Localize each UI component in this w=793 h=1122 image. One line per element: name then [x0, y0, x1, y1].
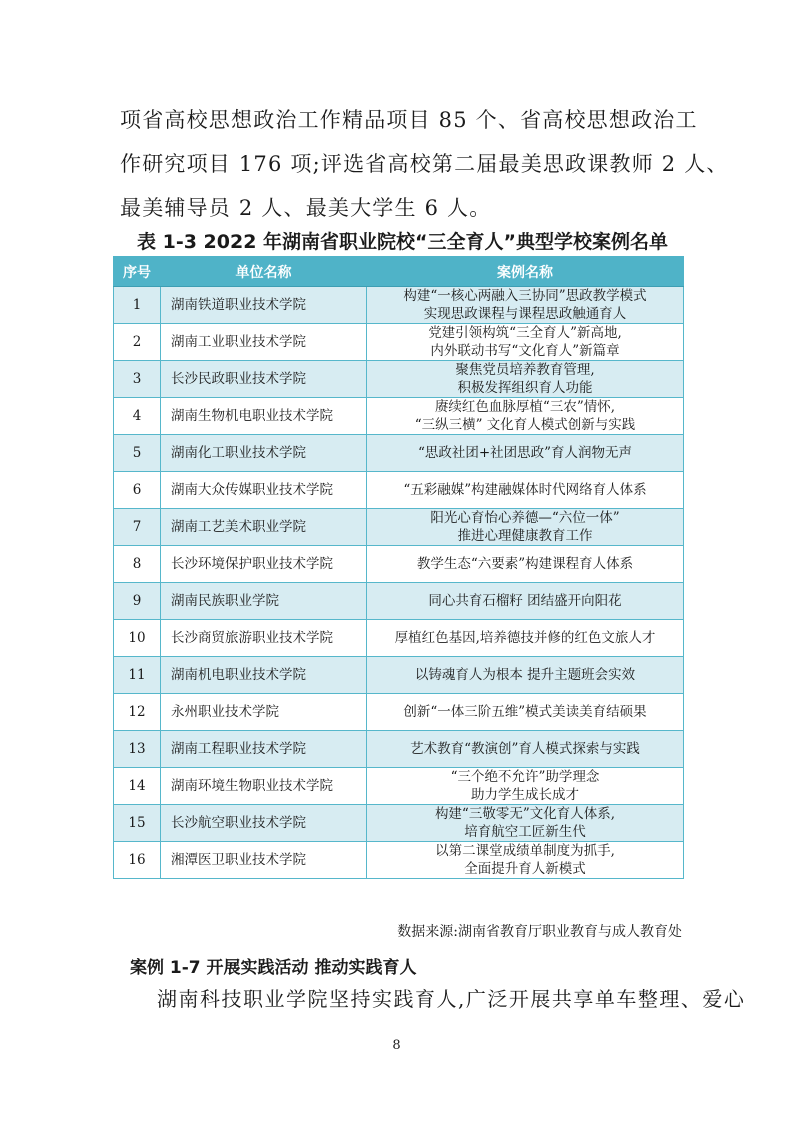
table-row — [114, 694, 684, 731]
row-unit-name: 长沙航空职业技术学院 — [161, 805, 367, 842]
row-unit-name: 长沙商贸旅游职业技术学院 — [161, 620, 367, 657]
row-case-name — [367, 694, 684, 731]
case-name-line: 培育航空工匠新生代 — [464, 824, 586, 840]
row-case-name — [367, 435, 684, 472]
row-unit-name: 湖南机电职业技术学院 — [161, 657, 367, 694]
table-row — [114, 324, 684, 361]
case-name-line: 艺术教育“教演创”育人模式探索与实践 — [410, 741, 640, 757]
table-title: 表 1-3 2022 年湖南省职业院校“三全育人”典型学校案例名单 — [136, 231, 669, 253]
row-case-name — [367, 583, 684, 620]
row-unit-name: 湖南化工职业技术学院 — [161, 435, 367, 472]
row-case-name — [367, 472, 684, 509]
table-row — [114, 361, 684, 398]
case-name-line: 积极发挥组织育人功能 — [457, 380, 593, 396]
row-number: 3 — [114, 361, 161, 398]
row-unit-name: 湖南大众传媒职业技术学院 — [161, 472, 367, 509]
row-number: 1 — [114, 287, 161, 324]
table-row — [114, 768, 684, 805]
case-paragraph: 湖南科技职业学院坚持实践育人,广泛开展共享单车整理、爱心 — [157, 987, 746, 1011]
data-source: 数据来源:湖南省教育厅职业教育与成人教育处 — [397, 924, 682, 940]
row-case-name — [367, 805, 684, 842]
row-unit-name: 湖南环境生物职业技术学院 — [161, 768, 367, 805]
case-name-line: “三个绝不允许”助学理念 — [450, 769, 600, 785]
row-number: 4 — [114, 398, 161, 435]
row-case-name — [367, 324, 684, 361]
case-name-line: 以第二课堂成绩单制度为抓手, — [435, 843, 615, 859]
row-number: 7 — [114, 509, 161, 546]
case-name-line: 构建“三敬零无”文化育人体系, — [434, 806, 616, 822]
row-unit-name: 长沙民政职业技术学院 — [161, 361, 367, 398]
row-case-name — [367, 509, 684, 546]
case-name-line: 内外联动书写“文化育人”新篇章 — [430, 343, 620, 359]
case-name-line: 构建“一核心两融入三协同”思政教学模式 — [403, 288, 647, 304]
row-number: 5 — [114, 435, 161, 472]
intro-line: 项省高校思想政治工作精品项目 85 个、省高校思想政治工 — [120, 108, 698, 132]
table-row — [114, 842, 684, 879]
row-case-name — [367, 620, 684, 657]
case-name-line: 赓续红色血脉厚植“三农”情怀, — [434, 399, 616, 415]
row-unit-name: 长沙环境保护职业技术学院 — [161, 546, 367, 583]
row-unit-name: 湖南工程职业技术学院 — [161, 731, 367, 768]
case-heading: 案例 1-7 开展实践活动 推动实践育人 — [130, 958, 417, 978]
row-number: 10 — [114, 620, 161, 657]
row-case-name — [367, 657, 684, 694]
table-row — [114, 620, 684, 657]
row-unit-name: 湖南生物机电职业技术学院 — [161, 398, 367, 435]
row-unit-name: 湖南工艺美术职业学院 — [161, 509, 367, 546]
table-row — [114, 805, 684, 842]
table-header-row — [114, 257, 684, 287]
row-unit-name: 湘潭医卫职业技术学院 — [161, 842, 367, 879]
row-case-name — [367, 731, 684, 768]
case-name-line: 以铸魂育人为根本 提升主题班会实效 — [414, 667, 636, 683]
row-number: 9 — [114, 583, 161, 620]
row-unit-name: 永州职业技术学院 — [161, 694, 367, 731]
table-row — [114, 287, 684, 324]
table-row — [114, 435, 684, 472]
case-table — [113, 256, 684, 879]
row-unit-name: 湖南铁道职业技术学院 — [161, 287, 367, 324]
header-case: 案例名称 — [367, 257, 684, 287]
row-unit-name: 湖南工业职业技术学院 — [161, 324, 367, 361]
case-name-line: “三纵三横” 文化育人模式创新与实践 — [414, 417, 636, 433]
case-name-line: 教学生态“六要素”构建课程育人体系 — [416, 556, 634, 572]
row-number: 15 — [114, 805, 161, 842]
intro-paragraph — [120, 98, 729, 230]
row-number: 6 — [114, 472, 161, 509]
case-name-line: 厚植红色基因,培养德技并修的红色文旅人才 — [394, 630, 656, 646]
row-case-name — [367, 398, 684, 435]
table-row — [114, 731, 684, 768]
row-number: 14 — [114, 768, 161, 805]
case-name-line: “五彩融媒”构建融媒体时代网络育人体系 — [403, 482, 647, 498]
case-name-line: 阳光心育怡心养德—“六位一体” — [430, 510, 620, 526]
header-unit: 单位名称 — [161, 257, 367, 287]
case-name-line: 党建引领构筑“三全育人”新高地, — [428, 325, 622, 341]
row-number: 13 — [114, 731, 161, 768]
case-name-line: 推进心理健康教育工作 — [457, 528, 593, 544]
case-name-line: 同心共育石榴籽 团结盛开向阳花 — [428, 593, 622, 609]
table-row — [114, 546, 684, 583]
table-row — [114, 657, 684, 694]
case-name-line: 实现思政课程与课程思政触通育人 — [423, 306, 627, 322]
row-case-name — [367, 546, 684, 583]
table-row — [114, 472, 684, 509]
case-name-line: 创新“一体三阶五维”模式美读美育结硕果 — [403, 704, 647, 720]
case-name-line: “思政社团+社团思政”育人润物无声 — [417, 445, 633, 461]
row-unit-name: 湖南民族职业学院 — [161, 583, 367, 620]
row-number: 16 — [114, 842, 161, 879]
table-body — [114, 287, 684, 879]
row-number: 11 — [114, 657, 161, 694]
intro-line: 最美辅导员 2 人、最美大学生 6 人。 — [120, 196, 492, 220]
row-case-name — [367, 287, 684, 324]
row-number: 12 — [114, 694, 161, 731]
case-name-line: 助力学生成长成才 — [471, 787, 579, 803]
table-row — [114, 398, 684, 435]
table-row — [114, 583, 684, 620]
header-num: 序号 — [114, 257, 161, 287]
intro-line: 作研究项目 176 项;评选省高校第二届最美思政课教师 2 人、 — [120, 152, 729, 176]
row-case-name — [367, 361, 684, 398]
row-case-name — [367, 768, 684, 805]
row-number: 8 — [114, 546, 161, 583]
case-name-line: 聚焦党员培养教育管理, — [455, 362, 595, 378]
row-number: 2 — [114, 324, 161, 361]
case-name-line: 全面提升育人新模式 — [464, 861, 586, 877]
page-number: 8 — [392, 1038, 401, 1053]
table-row — [114, 509, 684, 546]
row-case-name — [367, 842, 684, 879]
